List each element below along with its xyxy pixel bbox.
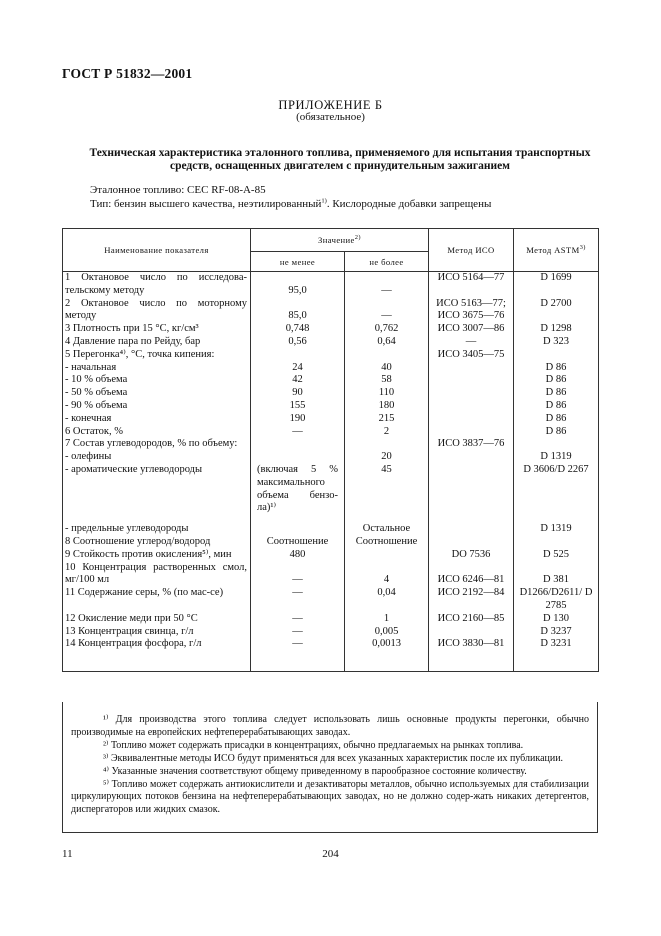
table-row [63,438,599,451]
header-min: не менее [251,252,345,272]
cell-name: 12 Окисление меди при 50 °С [65,612,198,624]
spec-table [62,228,599,672]
cell-max: 1 [345,613,429,626]
cell-max: — [345,272,429,298]
cell-astm: D 3237 [514,626,599,639]
cell-iso [429,426,514,439]
cell-min [251,451,345,464]
cell-iso: ИСО 3405—75 [429,349,514,362]
cell-name: 10 Концентрация растворенных смол, мг/100 мл [65,561,247,586]
table-row [63,272,599,298]
cell-min: 90 [251,387,345,400]
header-iso: Метод ИСО [429,229,514,272]
table-row [63,374,599,387]
cell-min: 155 [251,400,345,413]
cell-min: — [251,638,345,671]
table-row [63,413,599,426]
cell-astm: D 3606/D 2267 [514,464,599,515]
cell-max [345,438,429,451]
table-row [63,515,599,536]
cell-max: 45 [345,464,429,515]
cell-iso [429,413,514,426]
cell-astm: D 2700 [514,298,599,324]
page-number: 204 [322,848,339,860]
table-row [63,613,599,626]
table-row [63,536,599,549]
cell-min: 24 [251,362,345,375]
cell-iso: DO 7536 [429,549,514,562]
cell-name: 4 Давление пара по Рейду, бар [65,335,201,347]
table-row [63,562,599,588]
cell-name: - начальная [65,361,117,373]
appendix-heading: Техническая характеристика эталонного топлива, применяемого для испытания транспортных средств, оснащенных двигателем с принудительным зажиганием [89,147,591,172]
cell-iso [429,400,514,413]
footnote: ¹⁾ Для производства этого топлива следует использовать лишь основные продукты перегонки, обычно производимые на европейских нефтеперерабатывающих заводах. [71,714,589,738]
cell-astm: D 86 [514,426,599,439]
cell-astm: D 525 [514,549,599,562]
cell-astm [514,536,599,549]
cell-min: — [251,626,345,639]
header-name: Наименование показателя [63,229,251,272]
table-row [63,336,599,349]
cell-astm: D1266/D2611/ D 2785 [514,587,599,613]
footnote: ²⁾ Топливо может содержать присадки в концентрациях, обычно предлагаемых на рынках топлива. [103,739,524,751]
cell-name: 13 Концентрация свинца, г/л [65,625,194,637]
cell-max [345,349,429,362]
cell-astm: D 130 [514,613,599,626]
cell-min: — [251,426,345,439]
cell-iso [429,515,514,536]
cell-iso: ИСО 2192—84 [429,587,514,613]
cell-min: 480 [251,549,345,562]
cell-name: - конечная [65,412,112,424]
footnotes-box [62,702,598,833]
cell-astm: D 1298 [514,323,599,336]
cell-iso [429,536,514,549]
cell-min: Соотношение [251,536,345,549]
cell-min: 0,748 [251,323,345,336]
cell-name: 7 Состав углеводородов, % по объему: [65,438,238,450]
cell-name: - олефины [65,451,112,463]
cell-iso [429,464,514,515]
cell-min: — [251,562,345,588]
header-astm-text: Метод ASTM [526,245,580,255]
cell-max: 0,762 [345,323,429,336]
cell-astm: D 86 [514,374,599,387]
cell-min: — [251,587,345,613]
header-value-text: Значение [318,235,355,245]
cell-max: Остальное [345,515,429,536]
cell-name: 1 Октановое число по исследова-тельскому методу [65,272,247,296]
cell-max: 20 [345,451,429,464]
table-row [63,638,599,671]
cell-iso: ИСО 3007—86 [429,323,514,336]
cell-name: - ароматические углеводороды [65,463,203,475]
cell-name: - 90 % объема [65,399,128,411]
header-astm-sup: 3) [579,244,586,252]
cell-max: 0,04 [345,587,429,613]
cell-name: 2 Октановое число по моторному методу [65,297,247,322]
cell-astm: D 86 [514,387,599,400]
cell-max: 215 [345,413,429,426]
cell-max: 58 [345,374,429,387]
appendix-subtitle: (обязательное) [296,111,365,123]
table-row [63,451,599,464]
cell-name: 5 Перегонка⁴⁾, °С, точка кипения: [65,348,215,360]
cell-astm: D 1699 [514,272,599,298]
fuel-type-post: . Кислородные добавки запрещены [326,198,492,210]
cell-min: 190 [251,413,345,426]
document-code: ГОСТ Р 51832—2001 [62,66,193,81]
cell-astm: D 1319 [514,451,599,464]
cell-min: 85,0 [251,298,345,324]
cell-astm: D 86 [514,413,599,426]
table-row [63,400,599,413]
cell-astm: D 323 [514,336,599,349]
footnote: ⁵⁾ Топливо может содержать антиокислители и дезактиваторы металлов, обычно используемых для стабилизации циркулирующих потоков бензина на нефтеперерабатывающих заводах, но не должно содер-жать никаких детергентов, диспергаторов или жидких смазок. [71,778,589,816]
cell-min [251,438,345,451]
fuel-type-sup: 1) [321,197,327,205]
cell-max [345,549,429,562]
table-row [63,323,599,336]
cell-iso: — [429,336,514,349]
header-astm [514,229,599,272]
fuel-type-pre: Тип: бензин высшего качества, неэтилированный [90,198,322,210]
table-row [63,626,599,639]
cell-iso: ИСО 5163—77; ИСО 3675—76 [429,298,514,324]
cell-max: 0,0013 [345,638,429,671]
cell-max: 0,64 [345,336,429,349]
cell-max: 2 [345,426,429,439]
cell-max: 40 [345,362,429,375]
cell-iso [429,362,514,375]
table-row [63,349,599,362]
cell-name: 3 Плотность при 15 °С, кг/см³ [65,323,199,335]
cell-iso: ИСО 3837—76 [429,438,514,451]
cell-iso: ИСО 3830—81 [429,638,514,671]
cell-astm: D 86 [514,362,599,375]
cell-min: 42 [251,374,345,387]
table-row [63,587,599,613]
cell-iso: ИСО 2160—85 [429,613,514,626]
table-row [63,387,599,400]
cell-min [251,349,345,362]
cell-iso [429,374,514,387]
appendix-title: ПРИЛОЖЕНИЕ Б [278,98,383,112]
fuel-type [90,198,491,210]
cell-max: 180 [345,400,429,413]
cell-min: (включая 5 % максимального объема бензо-ла)¹⁾ [251,464,345,515]
cell-name: 6 Остаток, % [65,425,124,437]
table-row [63,298,599,324]
cell-max: 110 [345,387,429,400]
cell-name: - 50 % объема [65,387,128,399]
cell-name: - предельные углеводороды [65,523,189,535]
page-left-number: 11 [62,848,73,860]
cell-min: 95,0 [251,272,345,298]
cell-min: — [251,613,345,626]
table-row [63,464,599,515]
cell-astm [514,438,599,451]
reference-fuel: Эталонное топливо: CEC RF-08-A-85 [90,184,266,196]
header-max: не более [345,252,429,272]
table-row [63,362,599,375]
table-row [63,549,599,562]
cell-name: 14 Концентрация фосфора, г/л [63,638,251,671]
cell-iso [429,387,514,400]
cell-astm: D 86 [514,400,599,413]
cell-iso [429,451,514,464]
footnote: ³⁾ Эквивалентные методы ИСО будут применяться для всех указанных характеристик после их публикации. [103,752,564,764]
cell-iso: ИСО 6246—81 [429,562,514,588]
cell-max: 4 [345,562,429,588]
cell-astm [514,349,599,362]
cell-max: Соотношение [345,536,429,549]
cell-min: 0,56 [251,336,345,349]
header-value-sup: 2) [354,234,361,242]
cell-iso: ИСО 5164—77 [429,272,514,298]
cell-name: - 10 % объема [65,374,128,386]
table-row [63,426,599,439]
cell-max: — [345,298,429,324]
cell-min [251,515,345,536]
cell-name: 8 Соотношение углерод/водород [65,535,211,547]
cell-name: 9 Стойкость против окисления⁵⁾, мин [65,548,232,560]
cell-iso [429,626,514,639]
footnote: ⁴⁾ Указанные значения соответствуют общему приведенному в парообразное состояние количеству. [103,765,527,777]
cell-astm: D 381 [514,562,599,588]
header-value [251,229,429,252]
cell-max: 0,005 [345,626,429,639]
cell-astm: D 1319 [514,515,599,536]
cell-astm: D 3231 [514,638,599,671]
cell-name: 11 Содержание серы, % (по мас-се) [65,587,224,599]
